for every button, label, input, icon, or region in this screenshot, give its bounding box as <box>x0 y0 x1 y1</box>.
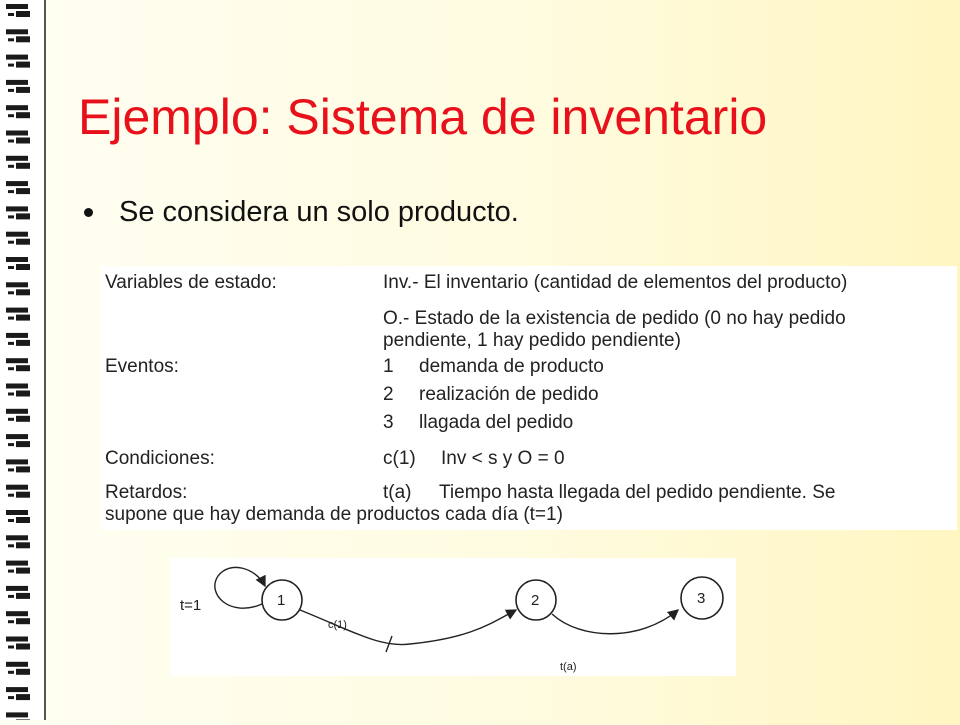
spiral-ring <box>6 611 30 624</box>
spiral-ring <box>6 409 30 422</box>
spiral-ring <box>6 156 30 169</box>
spiral-ring <box>6 687 30 700</box>
bullet-item <box>84 196 519 229</box>
spiral-ring <box>6 358 30 371</box>
spiral-ring <box>6 206 30 219</box>
spiral-ring <box>6 586 30 599</box>
condition-id: c(1) <box>383 448 416 469</box>
self-loop-label: t=1 <box>180 597 202 614</box>
spiral-ring <box>6 80 30 93</box>
spiral-ring <box>6 510 30 523</box>
conditions-label: Condiciones: <box>105 448 215 469</box>
bullet-text: Se considera un solo producto. <box>119 196 519 228</box>
spiral-ring <box>6 105 30 118</box>
node-1-label: 1 <box>277 592 286 609</box>
event3-num: 3 <box>383 412 394 433</box>
events-label: Eventos: <box>105 356 179 377</box>
spiral-rings <box>0 0 44 720</box>
definitions-table <box>101 266 957 530</box>
spiral-ring <box>6 712 30 720</box>
self-loop-edge <box>215 567 265 608</box>
state-o-line1: O.- Estado de la existencia de pedido (0 no hay pedido <box>383 308 846 329</box>
spiral-ring <box>6 257 30 270</box>
event1-num: 1 <box>383 356 394 377</box>
spiral-ring <box>6 637 30 650</box>
spiral-ring <box>6 434 30 447</box>
state-inv: Inv.- El inventario (cantidad de elementos del producto) <box>383 272 848 293</box>
event-graph-svg <box>170 558 736 676</box>
edge-1-2-label: c(1) <box>328 619 347 631</box>
spiral-ring <box>6 535 30 548</box>
spiral-ring <box>6 29 30 42</box>
delay-line2: supone que hay demanda de productos cada día (t=1) <box>105 504 563 525</box>
binding-edge <box>44 0 46 720</box>
spiral-ring <box>6 561 30 574</box>
spiral-ring <box>6 308 30 321</box>
event2-num: 2 <box>383 384 394 405</box>
spiral-ring <box>6 333 30 346</box>
condition-text: Inv < s y O = 0 <box>441 448 565 469</box>
spiral-ring <box>6 232 30 245</box>
spiral-ring <box>6 485 30 498</box>
spiral-ring <box>6 282 30 295</box>
delay-text: Tiempo hasta llegada del pedido pendiente. Se <box>439 482 836 503</box>
event3-text: llagada del pedido <box>419 412 574 433</box>
bullet-dot <box>84 208 93 217</box>
delay-id: t(a) <box>383 482 412 503</box>
spiral-ring <box>6 662 30 675</box>
event-graph <box>170 558 736 676</box>
spiral-ring <box>6 131 30 144</box>
state-o-line2: pendiente, 1 hay pedido pendiente) <box>383 330 681 351</box>
spiral-binding <box>0 0 44 720</box>
spiral-ring <box>6 459 30 472</box>
delays-label: Retardos: <box>105 482 188 503</box>
state-label: Variables de estado: <box>105 272 277 293</box>
event2-text: realización de pedido <box>419 384 599 405</box>
node-2-label: 2 <box>531 592 540 609</box>
spiral-ring <box>6 4 30 17</box>
node-3-label: 3 <box>697 590 706 607</box>
edge-2-3-label: t(a) <box>560 661 577 673</box>
slide-title: Ejemplo: Sistema de inventario <box>78 89 768 145</box>
spiral-ring <box>6 181 30 194</box>
event1-text: demanda de producto <box>419 356 604 377</box>
spiral-ring <box>6 384 30 397</box>
edge-2-3 <box>552 610 678 634</box>
spiral-ring <box>6 55 30 68</box>
